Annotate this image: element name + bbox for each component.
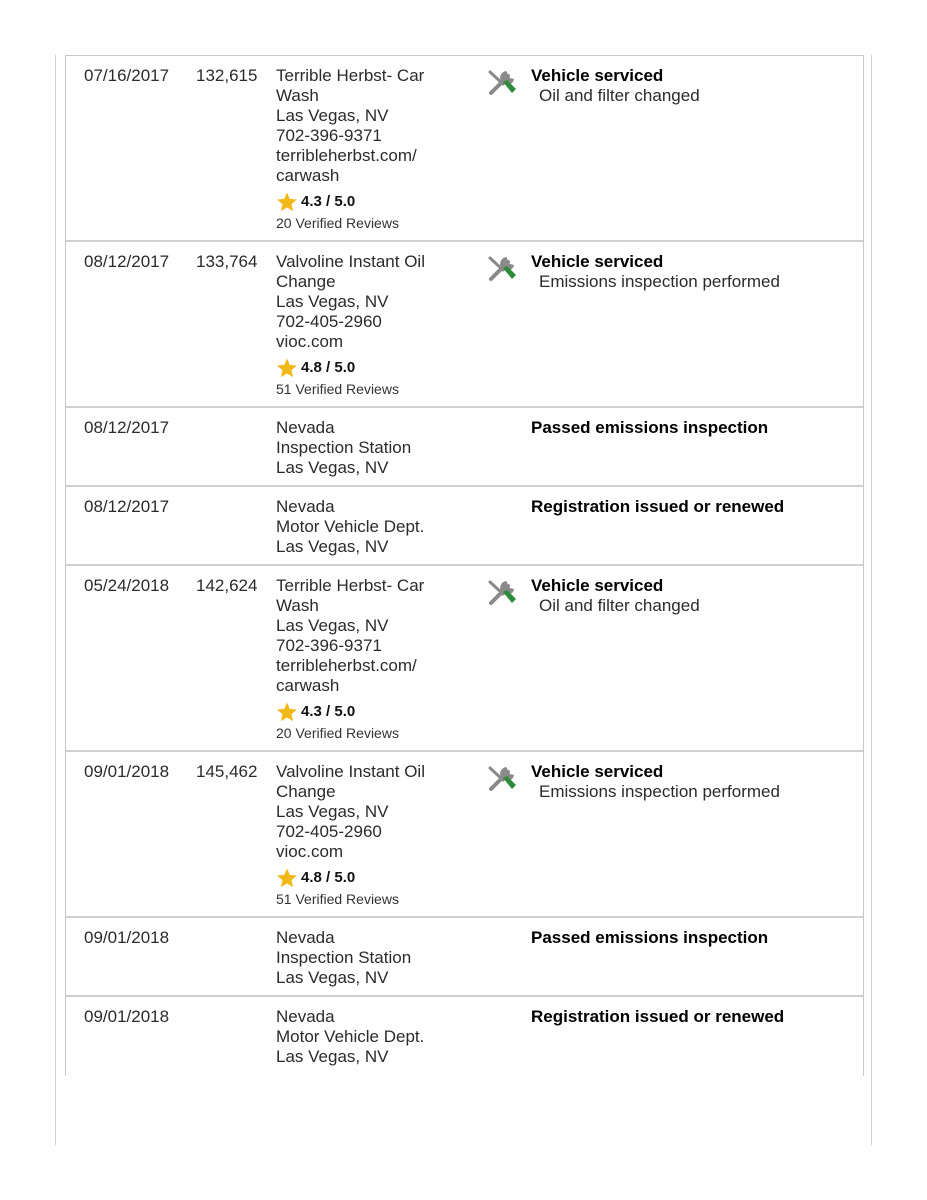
record-date: 09/01/2018 bbox=[84, 1007, 170, 1026]
star-icon bbox=[276, 701, 298, 723]
source-line: Las Vegas, NV bbox=[276, 458, 389, 477]
verified-reviews-link[interactable]: 51 Verified Reviews bbox=[276, 381, 399, 397]
source-line: Las Vegas, NV bbox=[276, 968, 389, 987]
record-source bbox=[276, 418, 476, 478]
star-icon bbox=[276, 357, 298, 379]
record-source bbox=[276, 928, 476, 988]
record-source bbox=[276, 762, 476, 910]
source-line: Motor Vehicle Dept. bbox=[276, 517, 425, 536]
source-line: 702-405-2960 bbox=[276, 312, 382, 331]
verified-reviews-link[interactable]: 20 Verified Reviews bbox=[276, 725, 399, 741]
service-tools-icon bbox=[486, 764, 520, 794]
record-detail bbox=[531, 762, 851, 802]
verified-reviews-link[interactable]: 51 Verified Reviews bbox=[276, 891, 399, 907]
history-record bbox=[66, 56, 863, 242]
source-line: Change bbox=[276, 272, 336, 291]
page-frame-right bbox=[871, 55, 872, 1145]
record-date: 09/01/2018 bbox=[84, 762, 170, 781]
record-detail bbox=[531, 1007, 851, 1027]
source-lines bbox=[276, 252, 476, 352]
history-record bbox=[66, 997, 863, 1076]
verified-reviews-link[interactable]: 20 Verified Reviews bbox=[276, 215, 399, 231]
history-record bbox=[66, 408, 863, 487]
source-line: terribleherbst.com/ bbox=[276, 656, 417, 675]
record-source bbox=[276, 497, 476, 557]
rating-score: 4.3 / 5.0 bbox=[301, 702, 356, 720]
source-lines bbox=[276, 928, 476, 988]
source-line: vioc.com bbox=[276, 842, 344, 861]
detail-title: Passed emissions inspection bbox=[531, 928, 769, 947]
detail-subtitle: Emissions inspection performed bbox=[539, 272, 780, 291]
record-source bbox=[276, 1007, 476, 1067]
record-date: 08/12/2017 bbox=[84, 497, 170, 516]
source-line: carwash bbox=[276, 166, 340, 185]
record-source bbox=[276, 252, 476, 400]
record-mileage: 133,764 bbox=[196, 252, 258, 271]
source-line: vioc.com bbox=[276, 332, 344, 351]
record-date: 05/24/2018 bbox=[84, 576, 170, 595]
history-record bbox=[66, 566, 863, 752]
star-icon bbox=[276, 191, 298, 213]
history-record bbox=[66, 242, 863, 408]
record-date: 08/12/2017 bbox=[84, 418, 170, 437]
detail-subtitle: Oil and filter changed bbox=[539, 86, 700, 105]
service-tools-icon bbox=[486, 578, 520, 608]
source-lines bbox=[276, 1007, 476, 1067]
record-mileage: 145,462 bbox=[196, 762, 258, 781]
source-line: Nevada bbox=[276, 1007, 335, 1026]
record-date: 09/01/2018 bbox=[84, 928, 170, 947]
source-rating bbox=[276, 190, 476, 212]
source-line: Wash bbox=[276, 596, 319, 615]
detail-title: Passed emissions inspection bbox=[531, 418, 769, 437]
source-rating bbox=[276, 356, 476, 378]
source-line: Las Vegas, NV bbox=[276, 537, 389, 556]
record-detail bbox=[531, 576, 851, 616]
source-line: 702-396-9371 bbox=[276, 126, 382, 145]
source-line: 702-405-2960 bbox=[276, 822, 382, 841]
source-lines bbox=[276, 762, 476, 862]
detail-subtitle: Oil and filter changed bbox=[539, 596, 700, 615]
detail-title: Vehicle serviced bbox=[531, 252, 664, 271]
vehicle-history-table bbox=[65, 55, 864, 1076]
source-line: carwash bbox=[276, 676, 340, 695]
record-detail bbox=[531, 252, 851, 292]
service-tools-icon bbox=[486, 254, 520, 284]
source-line: terribleherbst.com/ bbox=[276, 146, 417, 165]
source-line: Valvoline Instant Oil bbox=[276, 252, 425, 271]
record-detail bbox=[531, 418, 851, 438]
source-line: Nevada bbox=[276, 418, 335, 437]
source-lines bbox=[276, 418, 476, 478]
star-icon bbox=[276, 867, 298, 889]
record-date: 07/16/2017 bbox=[84, 66, 170, 85]
source-line: Inspection Station bbox=[276, 438, 412, 457]
source-rating bbox=[276, 700, 476, 722]
record-mileage: 132,615 bbox=[196, 66, 258, 85]
source-line: Las Vegas, NV bbox=[276, 802, 389, 821]
record-date: 08/12/2017 bbox=[84, 252, 170, 271]
detail-title: Registration issued or renewed bbox=[531, 497, 785, 516]
source-lines bbox=[276, 497, 476, 557]
rating-score: 4.3 / 5.0 bbox=[301, 192, 356, 210]
page-frame-left bbox=[55, 55, 56, 1145]
source-line: 702-396-9371 bbox=[276, 636, 382, 655]
rating-score: 4.8 / 5.0 bbox=[301, 358, 356, 376]
rating-score: 4.8 / 5.0 bbox=[301, 868, 356, 886]
source-line: Las Vegas, NV bbox=[276, 1047, 389, 1066]
source-line: Valvoline Instant Oil bbox=[276, 762, 425, 781]
source-line: Inspection Station bbox=[276, 948, 412, 967]
source-lines bbox=[276, 576, 476, 696]
source-line: Las Vegas, NV bbox=[276, 616, 389, 635]
history-record bbox=[66, 752, 863, 918]
source-line: Las Vegas, NV bbox=[276, 292, 389, 311]
record-detail bbox=[531, 497, 851, 517]
detail-subtitle: Emissions inspection performed bbox=[539, 782, 780, 801]
record-mileage: 142,624 bbox=[196, 576, 258, 595]
history-record bbox=[66, 918, 863, 997]
source-line: Terrible Herbst- Car bbox=[276, 576, 425, 595]
detail-title: Registration issued or renewed bbox=[531, 1007, 785, 1026]
detail-title: Vehicle serviced bbox=[531, 762, 664, 781]
detail-title: Vehicle serviced bbox=[531, 66, 664, 85]
record-detail bbox=[531, 66, 851, 106]
detail-title: Vehicle serviced bbox=[531, 576, 664, 595]
source-line: Las Vegas, NV bbox=[276, 106, 389, 125]
history-record bbox=[66, 487, 863, 566]
source-line: Terrible Herbst- Car bbox=[276, 66, 425, 85]
source-line: Motor Vehicle Dept. bbox=[276, 1027, 425, 1046]
source-line: Nevada bbox=[276, 497, 335, 516]
record-source bbox=[276, 66, 476, 234]
record-detail bbox=[531, 928, 851, 948]
record-source bbox=[276, 576, 476, 744]
source-rating bbox=[276, 866, 476, 888]
source-lines bbox=[276, 66, 476, 186]
source-line: Wash bbox=[276, 86, 319, 105]
source-line: Change bbox=[276, 782, 336, 801]
service-tools-icon bbox=[486, 68, 520, 98]
source-line: Nevada bbox=[276, 928, 335, 947]
